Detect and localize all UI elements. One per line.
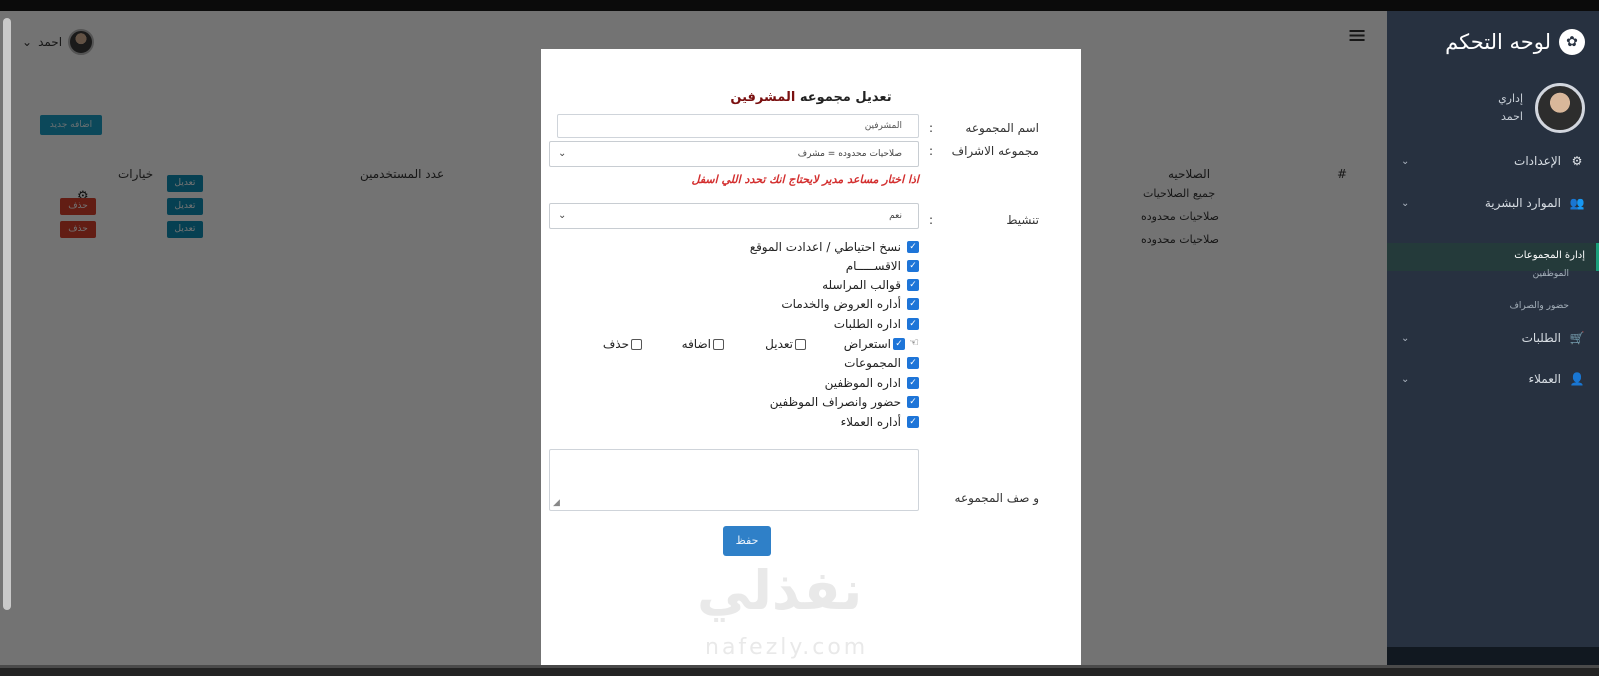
profile-text [1498,90,1523,126]
supervision-select[interactable] [549,141,919,167]
checkbox[interactable]: ✓ [907,396,919,408]
top-edge [0,0,1599,11]
modal-title-prefix: تعديل مجموعه [799,90,892,105]
sidebar-footer [1387,647,1599,665]
sub-permission-label: تعديل [765,337,793,351]
supervision-label: مجموعه الاشراف [951,144,1039,158]
permission-label: نسخ احتياطي / اعدادت الموقع [749,240,901,254]
profile-role: إداري [1498,92,1523,105]
sidebar-item-label: الطلبات [1521,331,1561,345]
permission-label: أداره العملاء [840,415,901,429]
sidebar-item-label: الموارد البشرية [1484,196,1561,210]
scrollbar[interactable] [3,18,11,610]
checkbox[interactable]: ✓ [893,338,905,350]
activation-select[interactable] [549,203,919,229]
sub-permission-label: استعراض [843,337,891,351]
permission-row[interactable] [846,259,919,273]
cogs-icon: ⚙ [1571,154,1583,168]
checkbox[interactable]: ✓ [907,298,919,310]
colon: : [928,121,933,135]
sidebar-item-hr[interactable] [1401,196,1585,210]
checkbox[interactable]: ✓ [907,279,919,291]
paw-icon: ✿ [1559,29,1585,55]
sidebar-item-label: الإعدادات [1514,154,1561,168]
permission-label: الاقســـــام [845,259,901,273]
chevron-down-icon: ⌄ [1401,197,1410,209]
sidebar-subitem-employees[interactable]: الموظفين [1532,269,1569,279]
avatar [1535,83,1585,133]
checkbox[interactable]: ✓ [907,318,919,330]
permission-label: حضور وانصراف الموظفين [769,395,901,409]
resize-handle-icon[interactable]: ◢ [553,498,560,508]
sidebar-subitem-groups[interactable]: إدارة المجموعات [1514,250,1585,261]
activation-value: نعم [889,211,902,221]
sub-permission-label: اضافه [681,337,711,351]
user-icon: 👤 [1569,372,1585,386]
users-icon: 👥 [1569,196,1585,210]
permission-label: المجموعات [844,356,901,370]
permission-row[interactable] [750,240,919,254]
warning-text: اذا اختار مساعد مدير لايحتاج انك تحدد اللي اسفل [691,173,919,186]
sub-permission-delete[interactable] [603,337,642,351]
sidebar-item-label: العملاء [1528,372,1561,386]
sidebar-item-settings[interactable] [1401,154,1585,168]
permission-row[interactable] [844,356,919,370]
chevron-down-icon: ⌄ [1401,373,1410,385]
description-textarea[interactable] [549,449,919,511]
checkbox[interactable]: ✓ [907,416,919,428]
sub-permission-add[interactable] [682,337,724,351]
sub-permission-label: حذف [602,337,629,351]
sidebar-item-orders[interactable] [1401,331,1585,345]
checkbox[interactable] [631,339,642,350]
checkbox[interactable]: ✓ [907,260,919,272]
permission-label: اداره الموظفين [824,376,901,390]
chevron-down-icon: ⌄ [558,210,567,221]
checkbox[interactable] [713,339,724,350]
checkbox[interactable]: ✓ [907,357,919,369]
chevron-down-icon: ⌄ [1401,155,1410,167]
modal-title [541,90,1081,105]
brand[interactable] [1445,29,1585,55]
permission-row[interactable] [841,415,919,429]
checkbox[interactable]: ✓ [907,241,919,253]
permission-row[interactable] [781,297,919,311]
sidebar [1387,11,1599,665]
sidebar-item-clients[interactable] [1401,372,1585,386]
cart-icon: 🛒 [1569,331,1585,345]
chevron-down-icon: ⌄ [558,148,567,159]
sidebar-subitem-attendance[interactable]: حضور والصراف [1509,301,1569,311]
profile [1498,83,1585,133]
permission-label: قوالب المراسله [822,278,901,292]
checkbox[interactable]: ✓ [907,377,919,389]
permission-label: اداره الطلبات [833,317,901,331]
permission-row[interactable] [825,376,919,390]
group-name-label: اسم المجموعه [965,121,1039,135]
permission-row[interactable] [770,395,919,409]
supervision-value: صلاحيات محدوده = مشرف [797,149,902,159]
permission-label: أداره العروض والخدمات [781,297,901,311]
watermark-arabic: نفذلي [697,559,863,622]
edit-group-modal [541,49,1081,665]
chevron-down-icon: ⌄ [1401,332,1410,344]
group-name-input[interactable]: المشرفين [557,114,919,138]
activation-label: تنشيط [1006,213,1039,227]
sub-permission-edit[interactable] [765,337,806,351]
sub-permission-view[interactable] [844,337,905,351]
permission-row[interactable] [822,278,919,292]
bottom-edge [0,665,1599,676]
permission-row[interactable] [834,317,919,331]
description-label: و صف المجموعه [954,491,1039,505]
checkbox[interactable] [795,339,806,350]
colon: : [928,213,933,227]
brand-title: لوحه التحكم [1445,30,1551,54]
colon: : [928,144,933,158]
profile-name: احمد [1501,110,1523,123]
save-button[interactable]: حفظ [723,526,771,556]
watermark-latin: nafezly.com [705,635,869,660]
modal-title-name: المشرفين [730,90,796,105]
pointer-hand-icon: ☜ [909,336,919,349]
